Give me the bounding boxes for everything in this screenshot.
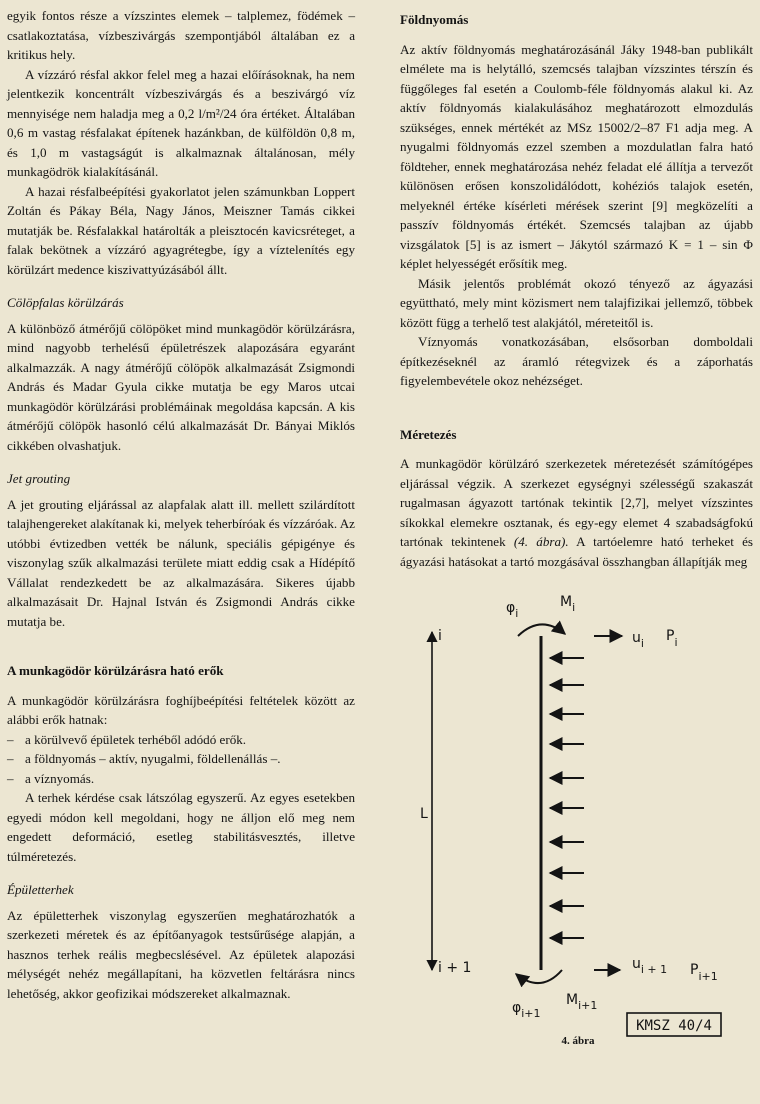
m-i1-label: $M_{i+1}$ xyxy=(566,992,598,1012)
figure-drawing xyxy=(400,586,754,1056)
moment-arc-bottom xyxy=(516,970,562,983)
phi-i-label: $\varphi_i$ xyxy=(506,600,519,620)
p-i1-label: $P_{i+1}$ xyxy=(690,962,718,983)
paragraph: egyik fontos része a vízszintes elemek – talplemez, födémek – csatlakoztatása, vízbeszivárgás szempontjából általában ez a kritikus hely. xyxy=(7,8,355,62)
paragraph: A terhek kérdése csak látszólag egyszerű. Az egyes esetekben egyedi módon kell megoldani, hogy ne álljon elő meg nem engedett deformáció, esetleg stabilitásvesztés, illetve túlméretezés. xyxy=(7,790,355,864)
beam-element-figure xyxy=(400,586,754,1056)
section-heading: Épületterhek xyxy=(7,882,74,897)
node-i1-label: i + 1 xyxy=(438,960,472,976)
paragraph: A munkagödör körülzárásra foghíjbeépítési feltételek között az alábbi erők hatnak: xyxy=(7,692,355,727)
right-column xyxy=(400,6,753,571)
paragraph: Víznyomás vonatkozásában, elsősorban domboldali építkezéseknél az áramló rétegvizek és a záporhatás figyelembevétele okoz nehézséget. xyxy=(400,334,753,388)
paragraph xyxy=(400,454,753,571)
section-heading: A munkagödör körülzárásra ható erők xyxy=(7,663,224,678)
paragraph: Az épületterhek viszonylag egyszerűen meghatározhatók a szerkezeti méretek és az építőanyagok testsűrűsége alapján, a hasznos terhek reális megbecslésével. Az épületek alapozási mélységét nehéz megállapítani, ha közvetlen feltárásra nincs lehetőség, akkor geofizikai módszereket alkalmaznak. xyxy=(7,907,355,1001)
p-i-label: $P_i$ xyxy=(666,628,678,649)
paragraph: A hazai résfalbeépítési gyakorlatot jelen számunkban Loppert Zoltán és Pákay Béla, Nagy János, Meiszner Tamás cikkei mutatják be. Résfalakkal határolták a pleisztocén kavicsréteget, a falak bekötnek a vízzáró agyagrétegbe, így a víztelenítés egy körülzárt medence kiszivattyúzásából állt. xyxy=(7,183,355,277)
phi-i1-label: $\varphi_{i+1}$ xyxy=(512,1000,541,1020)
paragraph: Másik jelentős problémát okozó tényező az ágyazási együttható, mely mint közismert nem talajfizikai jellemző, többek között függ a terhelő test alakjától, méreteitől is. xyxy=(400,275,753,330)
left-column xyxy=(7,6,355,1003)
paragraph: A jet grouting eljárással az alapfalak alatt ill. mellett szilárdított talajhengereket alakítanak ki, melyek teherbíróak és vízzáróak. Az utóbbi évtizedben vették be nálunk, speciális gépigénye és viszonylag szűk alkalmazási területe miatt eddig csak a Hídépítő Vállalat rendezkedett be az alkalmazására. Sikeres újabb alkalmazásait Dr. Hajnal István és Zsigmondi András cikke mutatja be. xyxy=(7,496,355,629)
figure-code-label: KMSZ 40/4 xyxy=(636,1018,712,1034)
m-i-label: $M_i$ xyxy=(560,594,576,614)
figure-caption: 4. ábra xyxy=(561,1035,595,1047)
paragraph-text: A tartóelemre ható terheket és ágyazási hatásokat a tartó mozgásával összhangban állapítják meg xyxy=(400,534,753,569)
list-item: – a földnyomás – aktív, nyugalmi, földellenállás –. xyxy=(7,749,355,769)
list-item: – a víznyomás. xyxy=(7,769,355,789)
force-list xyxy=(7,730,355,789)
figure-reference: (4. ábra). xyxy=(513,534,569,549)
length-label: L xyxy=(420,806,428,822)
section-heading: Jet grouting xyxy=(7,471,71,486)
paragraph: A vízzáró résfal akkor felel meg a hazai előírásoknak, ha nem jelentkezik koncentrált vízbeszivárgás és a beszivárgó víz mennyisége nem haladja meg a 0,2 l/m²/24 óra értéket. Általában 0,6 m vastag résfalakat építenek hazánkban, de külföldön 0,8 m, és 1,0 m vastagságút is alkalmaznak általánosan, mély munkagödrök kialakításánál. xyxy=(7,66,355,179)
paragraph: Az aktív földnyomás meghatározásánál Jáky 1948-ban publikált elmélete ma is helytálló, szemcsés talajban vízszintes térszín és függőleges fal esetén a Coulomb-féle földnyomás alakul ki. Az aktív földnyomás kialakulásához meghatározott elmozdulás szükséges, ennek mértékét az MSz 15002/2–87 F1 adja meg. A nyugalmi földnyomás ezzel szemben a mozdulatlan falra ható földteher, ennek meghatározása nehéz feladat elé állítja a tervezőt különösen erősen konszolidálódott, kohéziós talajok esetén, melyeknél értéke kísérleti mérések szerint [9] megközelíti a passzív földnyomás értékét. Szemcsés talajban az újabb vizsgálatok [5] is az ismert – Jákytól származó K = 1 – sin Φ képlet helyességét erősítik meg. xyxy=(400,41,753,271)
paragraph-text: A munkagödör körülzáró szerkezetek méretezését számítógépes eljárással végzik. A szerkezet egységnyi szélességű szakaszát rugalmasan ágyazott tartónak tekintik [2,7], melyet vízszintes síkokkal elemekre osztanak, és egy-egy elemet 4 szabadságfokú tartónak tekintenek xyxy=(400,456,753,549)
section-heading: Méretezés xyxy=(400,426,457,442)
node-i-label: i xyxy=(438,628,442,644)
section-heading: Földnyomás xyxy=(400,12,469,27)
distributed-load-arrows xyxy=(550,658,584,938)
section-heading: Cölöpfalas körülzárás xyxy=(7,295,124,310)
u-i1-label: $u_{i + 1}$ xyxy=(632,956,668,976)
paragraph: A különböző átmérőjű cölöpöket mind munkagödör körülzárásra, mind nagyobb terhelésű épületrészek alapozására egyaránt alkalmazzák. A nagy átmérőjű cölöpök alkalmazását Zsigmondi András és Madar Gyula cikke mutatja be egy Maros utcai munkagödör körülzárási problémáinak megoldása kapcsán. A kis átmérőjű cölöpök hasonló célú alkalmazását Dr. Bányai Miklós cikkében olvashatjuk. xyxy=(7,320,355,453)
list-item: – a körülvevő épületek terhéből adódó erők. xyxy=(7,730,355,750)
u-i-label: $u_i$ xyxy=(632,630,644,650)
moment-arc-top xyxy=(518,624,565,636)
